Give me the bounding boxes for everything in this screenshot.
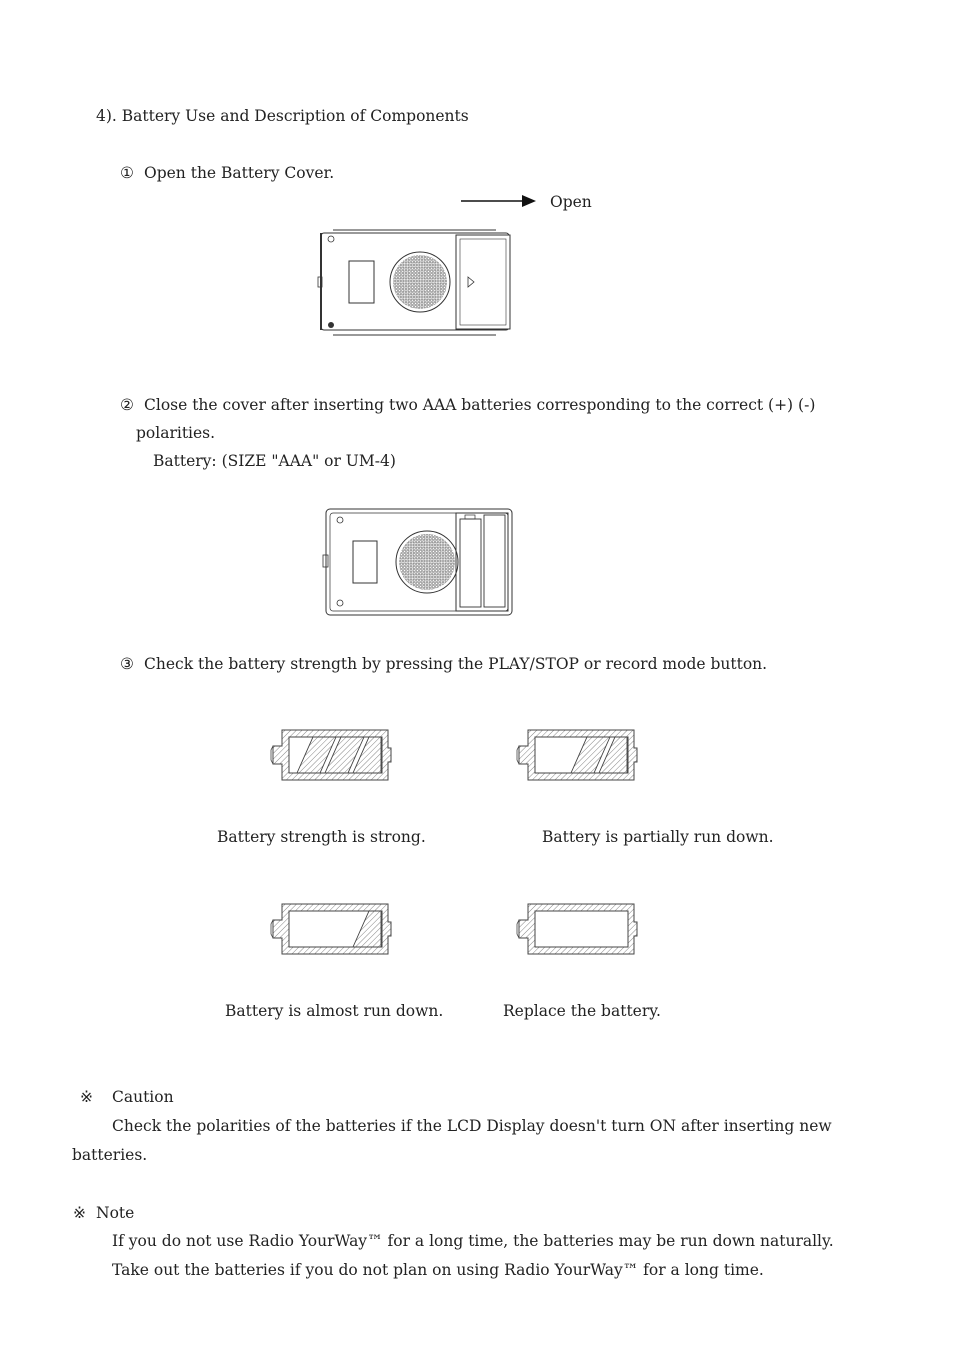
- battery-casing: [519, 904, 637, 954]
- open-arrow-icon: [460, 194, 540, 208]
- step2-text-line1: Close the cover after inserting two AAA batteries corresponding to the correct (+) (-): [144, 396, 816, 414]
- section-title: 4). Battery Use and Description of Components: [96, 107, 469, 125]
- battery-caption-strong: Battery strength is strong.: [217, 828, 426, 846]
- step1-number: ①: [120, 164, 134, 182]
- caution-symbol: ※: [80, 1088, 93, 1106]
- battery-low-icon: [270, 902, 394, 958]
- battery-caption-almost: Battery is almost run down.: [225, 1002, 444, 1020]
- battery-spec: Battery: (SIZE "AAA" or UM-4): [153, 452, 396, 470]
- battery-empty-icon: [516, 902, 640, 958]
- step2-text-line2: polarities.: [136, 424, 216, 442]
- battery-caption-replace: Replace the battery.: [503, 1002, 661, 1020]
- step3-number: ③: [120, 655, 134, 673]
- caution-line1: Check the polarities of the batteries if the LCD Display doesn't turn ON after inserting new: [112, 1117, 832, 1135]
- caution-title: Caution: [112, 1088, 174, 1106]
- step1-text: Open the Battery Cover.: [144, 164, 335, 182]
- step2-number: ②: [120, 396, 134, 414]
- step3-text: Check the battery strength by pressing the PLAY/STOP or record mode button.: [144, 655, 768, 673]
- device-cover-open-illustration: [318, 225, 518, 340]
- open-label: Open: [550, 193, 592, 211]
- note-title: Note: [96, 1204, 135, 1222]
- battery-full-icon: [270, 728, 394, 784]
- battery-caption-partial: Battery is partially run down.: [542, 828, 774, 846]
- device-batteries-inserted-illustration: [323, 505, 518, 620]
- battery-partial-icon: [516, 728, 640, 784]
- note-line2: Take out the batteries if you do not plan on using Radio YourWay™ for a long time.: [112, 1261, 764, 1279]
- caution-line2: batteries.: [72, 1146, 148, 1164]
- note-line1: If you do not use Radio YourWay™ for a long time, the batteries may be run down naturally.: [112, 1232, 834, 1250]
- note-symbol: ※: [73, 1204, 86, 1222]
- battery-level-segment: [353, 911, 381, 947]
